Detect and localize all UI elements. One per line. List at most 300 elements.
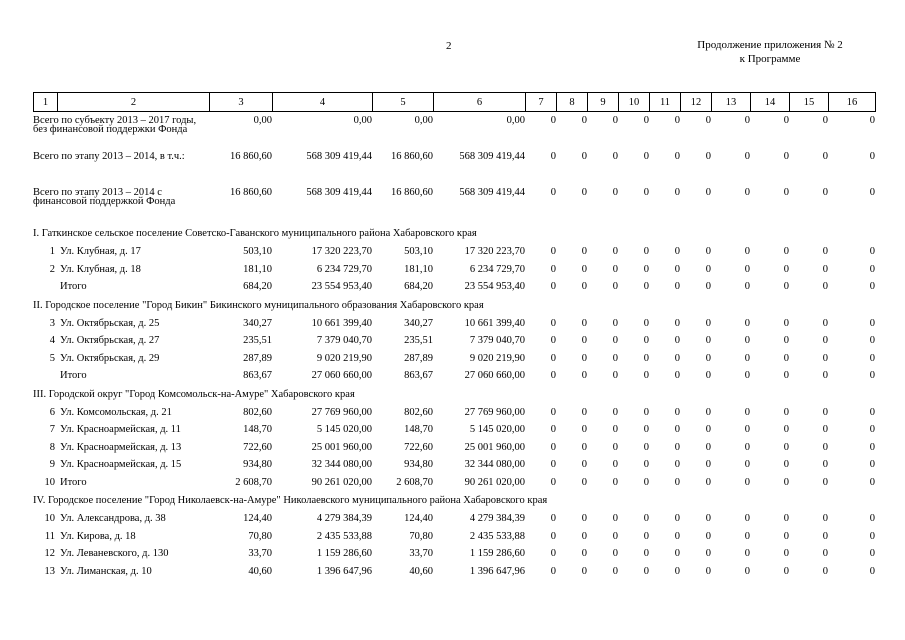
zero-value: 0 — [581, 476, 587, 488]
zero-value: 0 — [612, 246, 618, 258]
zero-value: 0 — [674, 115, 680, 126]
zero-value: 0 — [674, 513, 680, 525]
table-row — [33, 563, 875, 581]
zero-value: 0 — [783, 263, 789, 275]
zero-value: 0 — [705, 513, 711, 525]
zero-value: 0 — [822, 406, 828, 418]
zero-value: 0 — [869, 530, 875, 542]
zero-value: 0 — [643, 151, 649, 162]
zero-value: 0 — [869, 246, 875, 258]
zero-value: 0 — [581, 281, 587, 293]
zero-value: 0 — [705, 281, 711, 293]
zero-value: 0 — [612, 530, 618, 542]
zero-value: 0 — [674, 352, 680, 364]
zero-value: 0 — [674, 476, 680, 488]
cost-value: 90 261 020,00 — [311, 476, 372, 488]
zero-value: 0 — [612, 352, 618, 364]
table-row — [33, 367, 875, 385]
zero-value: 0 — [822, 352, 828, 364]
zero-value: 0 — [581, 246, 587, 258]
cost-value-2: 32 344 080,00 — [464, 459, 525, 471]
row-number: 13 — [44, 565, 55, 577]
zero-value: 0 — [822, 441, 828, 453]
zero-value: 0 — [643, 565, 649, 577]
zero-value: 0 — [643, 370, 649, 382]
zero-value: 0 — [705, 352, 711, 364]
zero-value: 0 — [705, 476, 711, 488]
address-name: Ул. Красноармейская, д. 13 — [60, 441, 182, 453]
zero-value: 0 — [783, 281, 789, 293]
zero-value: 0 — [869, 548, 875, 560]
table-row — [33, 421, 875, 439]
zero-value: 0 — [869, 441, 875, 453]
zero-value: 0 — [550, 441, 556, 453]
cost-value: 25 001 960,00 — [311, 441, 372, 453]
zero-value: 0 — [550, 246, 556, 258]
section-title: IV. Городское поселение "Город Николаевск-на-Амуре" Николаевского муниципального района Хабаровского края — [33, 495, 548, 506]
zero-value: 0 — [612, 513, 618, 525]
zero-value: 0 — [869, 281, 875, 293]
zero-value: 0 — [705, 263, 711, 275]
row-number: 3 — [49, 317, 55, 329]
zero-value: 0 — [581, 352, 587, 364]
column-number-10: 10 — [619, 93, 650, 112]
cost-value: 2 435 533,88 — [316, 530, 372, 542]
zero-value: 0 — [822, 317, 828, 329]
zero-value: 0 — [581, 424, 587, 436]
zero-value: 0 — [822, 459, 828, 471]
zero-value: 0 — [822, 115, 828, 126]
zero-value: 0 — [744, 317, 750, 329]
zero-value: 0 — [822, 530, 828, 542]
summary-row — [33, 188, 875, 224]
zero-value: 0 — [783, 476, 789, 488]
address-name: Ул. Октябрьская, д. 27 — [60, 335, 160, 347]
zero-value: 0 — [705, 370, 711, 382]
cost-value-2: 27 769 960,00 — [464, 406, 525, 418]
zero-value: 0 — [869, 317, 875, 329]
summary-label: Всего по этапу 2013 – 2014 с финансовой поддержкой Фонда — [33, 187, 176, 207]
zero-value: 0 — [612, 565, 618, 577]
zero-value: 0 — [869, 151, 875, 162]
zero-value: 0 — [705, 187, 711, 198]
column-number-5: 5 — [373, 93, 434, 112]
zero-value: 0 — [744, 151, 750, 162]
zero-value: 0 — [822, 246, 828, 258]
area-value-2: 181,10 — [404, 263, 433, 275]
table-row — [33, 350, 875, 368]
zero-value: 0 — [643, 246, 649, 258]
appendix-caption — [660, 38, 880, 66]
zero-value: 0 — [705, 115, 711, 126]
zero-value: 0 — [550, 530, 556, 542]
zero-value: 0 — [744, 370, 750, 382]
zero-value: 0 — [744, 263, 750, 275]
area-value: 148,70 — [243, 424, 272, 436]
zero-value: 0 — [744, 530, 750, 542]
table-row — [33, 243, 875, 261]
zero-value: 0 — [643, 424, 649, 436]
zero-value: 0 — [822, 513, 828, 525]
area-value: 235,51 — [243, 335, 272, 347]
zero-value: 0 — [744, 513, 750, 525]
cost-value: 23 554 953,40 — [311, 281, 372, 293]
section-header-row — [33, 224, 875, 243]
zero-value: 0 — [822, 335, 828, 347]
area-value-2: 684,20 — [404, 281, 433, 293]
area-value-2: 340,27 — [404, 317, 433, 329]
section-header-row — [33, 491, 875, 510]
zero-value: 0 — [783, 317, 789, 329]
area-value-2: 722,60 — [404, 441, 433, 453]
zero-value: 0 — [550, 115, 556, 126]
zero-value: 0 — [550, 565, 556, 577]
zero-value: 0 — [783, 335, 789, 347]
zero-value: 0 — [869, 565, 875, 577]
column-number-11: 11 — [650, 93, 681, 112]
zero-value: 0 — [550, 459, 556, 471]
column-number-3: 3 — [210, 93, 273, 112]
zero-value: 0 — [783, 424, 789, 436]
zero-value: 0 — [581, 370, 587, 382]
table-row — [33, 278, 875, 296]
zero-value: 0 — [705, 548, 711, 560]
zero-value: 0 — [643, 281, 649, 293]
zero-value: 0 — [612, 370, 618, 382]
section-header-row — [33, 385, 875, 404]
address-name: Итого — [60, 476, 87, 488]
zero-value: 0 — [643, 352, 649, 364]
address-name: Ул. Кирова, д. 18 — [60, 530, 136, 542]
cost-value-2: 6 234 729,70 — [469, 263, 525, 275]
cost-value-2: 1 159 286,60 — [469, 548, 525, 560]
address-name: Ул. Октябрьская, д. 25 — [60, 317, 160, 329]
cost-value-2: 4 279 384,39 — [469, 513, 525, 525]
area-value: 16 860,60 — [230, 151, 272, 162]
zero-value: 0 — [674, 187, 680, 198]
page-number: 2 — [446, 40, 452, 52]
zero-value: 0 — [869, 187, 875, 198]
zero-value: 0 — [705, 530, 711, 542]
address-name: Ул. Клубная, д. 18 — [60, 263, 141, 275]
zero-value: 0 — [581, 513, 587, 525]
zero-value: 0 — [550, 370, 556, 382]
zero-value: 0 — [550, 263, 556, 275]
zero-value: 0 — [550, 187, 556, 198]
area-value: 722,60 — [243, 441, 272, 453]
cost-value-2: 5 145 020,00 — [469, 424, 525, 436]
row-number: 7 — [49, 424, 55, 436]
cost-value: 6 234 729,70 — [316, 263, 372, 275]
area-value-2: 0,00 — [414, 115, 433, 126]
zero-value: 0 — [783, 151, 789, 162]
zero-value: 0 — [869, 352, 875, 364]
address-name: Ул. Комсомольская, д. 21 — [60, 406, 172, 418]
row-number: 10 — [44, 476, 55, 488]
zero-value: 0 — [612, 335, 618, 347]
zero-value: 0 — [643, 530, 649, 542]
zero-value: 0 — [744, 406, 750, 418]
zero-value: 0 — [674, 335, 680, 347]
zero-value: 0 — [581, 530, 587, 542]
table-row — [33, 456, 875, 474]
zero-value: 0 — [705, 246, 711, 258]
zero-value: 0 — [643, 459, 649, 471]
zero-value: 0 — [643, 441, 649, 453]
column-number-7: 7 — [526, 93, 557, 112]
zero-value: 0 — [822, 424, 828, 436]
row-number: 5 — [49, 352, 55, 364]
cost-value-2: 2 435 533,88 — [469, 530, 525, 542]
zero-value: 0 — [674, 424, 680, 436]
summary-label: Всего по субъекту 2013 – 2017 годы, без финансовой поддержки Фонда — [33, 115, 197, 135]
area-value-2: 235,51 — [404, 335, 433, 347]
row-number: 6 — [49, 406, 55, 418]
zero-value: 0 — [783, 441, 789, 453]
area-value: 16 860,60 — [230, 187, 272, 198]
address-name: Ул. Красноармейская, д. 15 — [60, 459, 182, 471]
zero-value: 0 — [705, 441, 711, 453]
row-number — [33, 278, 57, 296]
zero-value: 0 — [705, 424, 711, 436]
column-number-4: 4 — [273, 93, 373, 112]
zero-value: 0 — [612, 281, 618, 293]
appendix-line-1: Продолжение приложения № 2 — [697, 39, 843, 51]
area-value: 33,70 — [248, 548, 272, 560]
zero-value: 0 — [822, 476, 828, 488]
zero-value: 0 — [612, 263, 618, 275]
summary-row — [33, 116, 875, 152]
zero-value: 0 — [705, 565, 711, 577]
zero-value: 0 — [581, 115, 587, 126]
zero-value: 0 — [581, 317, 587, 329]
area-value-2: 33,70 — [409, 548, 433, 560]
zero-value: 0 — [822, 548, 828, 560]
zero-value: 0 — [783, 370, 789, 382]
zero-value: 0 — [783, 513, 789, 525]
cost-value: 27 060 660,00 — [311, 370, 372, 382]
zero-value: 0 — [783, 548, 789, 560]
column-number-6: 6 — [434, 93, 526, 112]
zero-value: 0 — [581, 151, 587, 162]
zero-value: 0 — [550, 317, 556, 329]
zero-value: 0 — [744, 281, 750, 293]
table-row — [33, 332, 875, 350]
zero-value: 0 — [674, 246, 680, 258]
section-header-row — [33, 296, 875, 315]
zero-value: 0 — [822, 565, 828, 577]
area-value-2: 863,67 — [404, 370, 433, 382]
column-number-13: 13 — [712, 93, 751, 112]
cost-value: 568 309 419,44 — [306, 187, 372, 198]
zero-value: 0 — [674, 263, 680, 275]
area-value-2: 148,70 — [404, 424, 433, 436]
zero-value: 0 — [643, 476, 649, 488]
cost-value-2: 27 060 660,00 — [464, 370, 525, 382]
zero-value: 0 — [612, 406, 618, 418]
row-number: 11 — [44, 530, 55, 542]
zero-value: 0 — [783, 187, 789, 198]
zero-value: 0 — [744, 115, 750, 126]
zero-value: 0 — [581, 441, 587, 453]
zero-value: 0 — [612, 151, 618, 162]
zero-value: 0 — [744, 459, 750, 471]
zero-value: 0 — [581, 565, 587, 577]
zero-value: 0 — [550, 513, 556, 525]
address-name: Ул. Александрова, д. 38 — [60, 513, 166, 525]
zero-value: 0 — [612, 424, 618, 436]
cost-value: 10 661 399,40 — [311, 317, 372, 329]
area-value: 684,20 — [243, 281, 272, 293]
zero-value: 0 — [783, 459, 789, 471]
zero-value: 0 — [612, 317, 618, 329]
zero-value: 0 — [705, 459, 711, 471]
table-row — [33, 474, 875, 492]
zero-value: 0 — [744, 476, 750, 488]
zero-value: 0 — [822, 263, 828, 275]
zero-value: 0 — [674, 281, 680, 293]
cost-value-2: 1 396 647,96 — [469, 565, 525, 577]
zero-value: 0 — [869, 406, 875, 418]
area-value: 124,40 — [243, 513, 272, 525]
area-value-2: 40,60 — [409, 565, 433, 577]
cost-value-2: 9 020 219,90 — [469, 352, 525, 364]
cost-value-2: 90 261 020,00 — [464, 476, 525, 488]
cost-value-2: 0,00 — [506, 115, 525, 126]
column-number-1: 1 — [34, 93, 58, 112]
zero-value: 0 — [783, 352, 789, 364]
area-value: 340,27 — [243, 317, 272, 329]
zero-value: 0 — [674, 530, 680, 542]
cost-value: 4 279 384,39 — [316, 513, 372, 525]
cost-value-2: 23 554 953,40 — [464, 281, 525, 293]
zero-value: 0 — [581, 459, 587, 471]
zero-value: 0 — [674, 565, 680, 577]
cost-value: 9 020 219,90 — [316, 352, 372, 364]
row-number: 9 — [49, 459, 55, 471]
zero-value: 0 — [744, 424, 750, 436]
area-value: 503,10 — [243, 246, 272, 258]
cost-value: 0,00 — [353, 115, 372, 126]
zero-value: 0 — [674, 151, 680, 162]
area-value-2: 2 608,70 — [396, 476, 433, 488]
zero-value: 0 — [550, 335, 556, 347]
zero-value: 0 — [705, 317, 711, 329]
zero-value: 0 — [612, 441, 618, 453]
summary-label: Всего по этапу 2013 – 2014, в т.ч.: — [33, 151, 185, 162]
table-row — [33, 439, 875, 457]
zero-value: 0 — [869, 370, 875, 382]
zero-value: 0 — [674, 317, 680, 329]
zero-value: 0 — [783, 115, 789, 126]
zero-value: 0 — [550, 406, 556, 418]
zero-value: 0 — [869, 335, 875, 347]
zero-value: 0 — [822, 370, 828, 382]
zero-value: 0 — [869, 476, 875, 488]
cost-value-2: 10 661 399,40 — [464, 317, 525, 329]
row-number: 10 — [44, 513, 55, 525]
address-name: Ул. Октябрьская, д. 29 — [60, 352, 160, 364]
zero-value: 0 — [612, 187, 618, 198]
zero-value: 0 — [783, 530, 789, 542]
cost-value: 27 769 960,00 — [311, 406, 372, 418]
zero-value: 0 — [822, 151, 828, 162]
area-value: 2 608,70 — [235, 476, 272, 488]
row-number — [33, 367, 57, 385]
table-row — [33, 404, 875, 422]
program-table — [33, 116, 875, 580]
zero-value: 0 — [744, 548, 750, 560]
cost-value-2: 7 379 040,70 — [469, 335, 525, 347]
zero-value: 0 — [643, 513, 649, 525]
section-title: I. Гаткинское сельское поселение Советско-Гаванского муниципального района Хабаровского края — [33, 228, 477, 239]
address-name: Ул. Леваневского, д. 130 — [60, 548, 169, 560]
zero-value: 0 — [643, 548, 649, 560]
address-name: Ул. Клубная, д. 17 — [60, 246, 141, 258]
cost-value-2: 568 309 419,44 — [459, 187, 525, 198]
zero-value: 0 — [643, 263, 649, 275]
column-number-12: 12 — [681, 93, 712, 112]
row-number: 2 — [49, 263, 55, 275]
area-value: 287,89 — [243, 352, 272, 364]
row-number: 4 — [49, 335, 55, 347]
row-number: 1 — [49, 246, 55, 258]
zero-value: 0 — [643, 406, 649, 418]
area-value-2: 16 860,60 — [391, 151, 433, 162]
column-number-8: 8 — [557, 93, 588, 112]
area-value: 863,67 — [243, 370, 272, 382]
zero-value: 0 — [612, 115, 618, 126]
zero-value: 0 — [705, 335, 711, 347]
address-name: Итого — [60, 370, 87, 382]
zero-value: 0 — [822, 281, 828, 293]
zero-value: 0 — [783, 406, 789, 418]
address-name: Ул. Лиманская, д. 10 — [60, 565, 152, 577]
area-value: 70,80 — [248, 530, 272, 542]
zero-value: 0 — [643, 335, 649, 347]
zero-value: 0 — [612, 459, 618, 471]
cost-value: 5 145 020,00 — [316, 424, 372, 436]
zero-value: 0 — [674, 548, 680, 560]
zero-value: 0 — [869, 115, 875, 126]
area-value-2: 287,89 — [404, 352, 433, 364]
zero-value: 0 — [674, 406, 680, 418]
table-row — [33, 315, 875, 333]
zero-value: 0 — [612, 548, 618, 560]
section-title: II. Городское поселение "Город Бикин" Бикинского муниципального образования Хабаровского края — [33, 299, 484, 311]
zero-value: 0 — [744, 246, 750, 258]
area-value-2: 70,80 — [409, 530, 433, 542]
zero-value: 0 — [869, 263, 875, 275]
zero-value: 0 — [705, 151, 711, 162]
area-value-2: 124,40 — [404, 513, 433, 525]
zero-value: 0 — [581, 187, 587, 198]
cost-value-2: 25 001 960,00 — [464, 441, 525, 453]
section-title: III. Городской округ "Город Комсомольск-на-Амуре" Хабаровского края — [33, 388, 355, 400]
zero-value: 0 — [550, 548, 556, 560]
area-value: 802,60 — [243, 406, 272, 418]
cost-value-2: 17 320 223,70 — [464, 246, 525, 258]
zero-value: 0 — [550, 424, 556, 436]
zero-value: 0 — [744, 441, 750, 453]
area-value: 0,00 — [253, 115, 272, 126]
zero-value: 0 — [581, 263, 587, 275]
zero-value: 0 — [581, 406, 587, 418]
table-row — [33, 261, 875, 279]
zero-value: 0 — [674, 441, 680, 453]
cost-value: 568 309 419,44 — [306, 151, 372, 162]
column-number-header — [33, 92, 876, 112]
